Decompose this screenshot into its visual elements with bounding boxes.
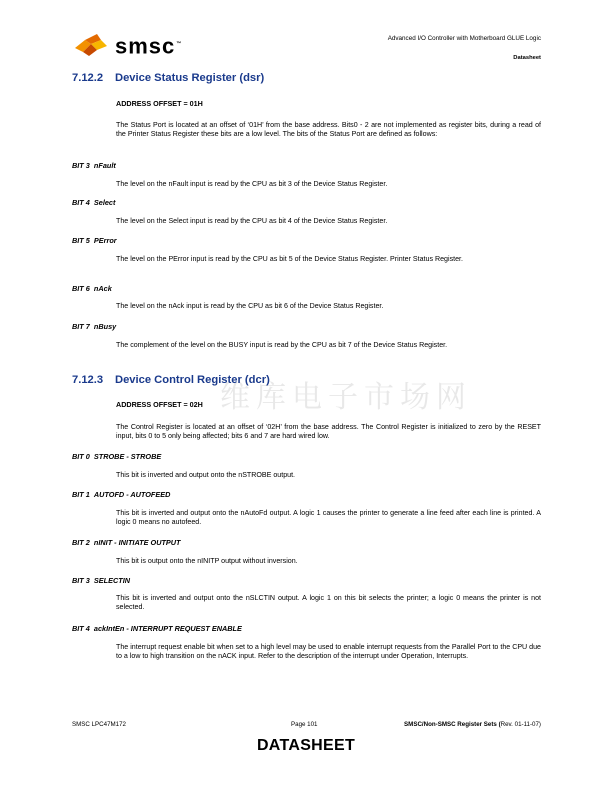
footer-section-revision: SMSC/Non-SMSC Register Sets (Rev. 01-11-07): [404, 721, 541, 728]
address-offset-dcr: ADDRESS OFFSET = 02H: [116, 400, 203, 409]
bit-heading: BIT 2 nINIT - INITIATE OUTPUT: [72, 538, 181, 547]
logo-wordmark: smsc™: [115, 33, 183, 59]
bit-description: The level on the Select input is read by the CPU as bit 4 of the Device Status Register.: [116, 217, 388, 225]
datasheet-footer-mark: DATASHEET: [256, 737, 356, 754]
bit-heading: BIT 6 nAck: [72, 284, 112, 293]
bit-description: This bit is inverted and output onto the nAutoFd output. A logic 1 causes the printer to generate a line feed after each line is printed. A logic 0 means no autofeed.: [116, 509, 541, 526]
dsr-intro-paragraph: The Status Port is located at an offset of ‘01H’ from the base address. Bits0 - 2 are not implemented as register bits, during a read of the Printer Status Register these bits are a low level. The bits of the Status Port are defined as follows:: [116, 121, 541, 138]
page-header: [0, 0, 612, 70]
dcr-intro-paragraph: The Control Register is located at an offset of ‘02H’ from the base address. The Control Register is initialized to zero by the RESET input, bits 0 to 5 only being affected; bits 6 and 7 are hard wired low.: [116, 423, 541, 440]
bit-heading: BIT 0 STROBE - STROBE: [72, 452, 162, 461]
section-heading-dcr: 7.12.3 Device Control Register (dcr): [72, 374, 270, 386]
bit-description: The complement of the level on the BUSY input is read by the CPU as bit 7 of the Device Status Register.: [116, 341, 448, 349]
bit-description: The level on the PError input is read by the CPU as bit 5 of the Device Status Register. Printer Status Register.: [116, 255, 463, 263]
section-heading-dsr: 7.12.2 Device Status Register (dsr): [72, 72, 265, 84]
address-offset-dsr: ADDRESS OFFSET = 01H: [116, 99, 203, 108]
bit-description: This bit is inverted and output onto the nSLCTIN output. A logic 1 on this bit selects the printer; a logic 0 means the printer is not selected.: [116, 594, 541, 611]
bit-heading: BIT 5 PError: [72, 236, 117, 245]
bit-heading: BIT 3 nFault: [72, 161, 116, 170]
bit-heading: BIT 4 ackIntEn - INTERRUPT REQUEST ENABLE: [72, 624, 242, 633]
bit-description: The interrupt request enable bit when set to a high level may be used to enable interrupt requests from the Parallel Port to the CPU due to a low to high transition on the nACK input. Refer to the description of the interrupt under Operation, Interrupts.: [116, 643, 541, 660]
document-subtitle: Datasheet: [513, 55, 541, 61]
bit-description: This bit is output onto the nINITP output without inversion.: [116, 557, 298, 565]
footer-page-number: Page 101: [291, 721, 318, 728]
smsc-logo: [75, 33, 182, 57]
footer-part-number: SMSC LPC47M172: [72, 721, 126, 728]
document-title: Advanced I/O Controller with Motherboard GLUE Logic: [387, 35, 541, 42]
bit-heading: BIT 1 AUTOFD - AUTOFEED: [72, 490, 171, 499]
bit-description: This bit is inverted and output onto the nSTROBE output.: [116, 471, 296, 479]
watermark: 维库电子市场网: [220, 380, 472, 415]
bit-heading: BIT 7 nBusy: [72, 322, 117, 331]
bit-description: The level on the nFault input is read by the CPU as bit 3 of the Device Status Register.: [116, 180, 388, 188]
smsc-logo-icon: [75, 34, 109, 56]
bit-heading: BIT 4 Select: [72, 198, 116, 207]
bit-description: The level on the nAck input is read by the CPU as bit 6 of the Device Status Register.: [116, 302, 384, 310]
bit-heading: BIT 3 SELECTIN: [72, 576, 130, 585]
